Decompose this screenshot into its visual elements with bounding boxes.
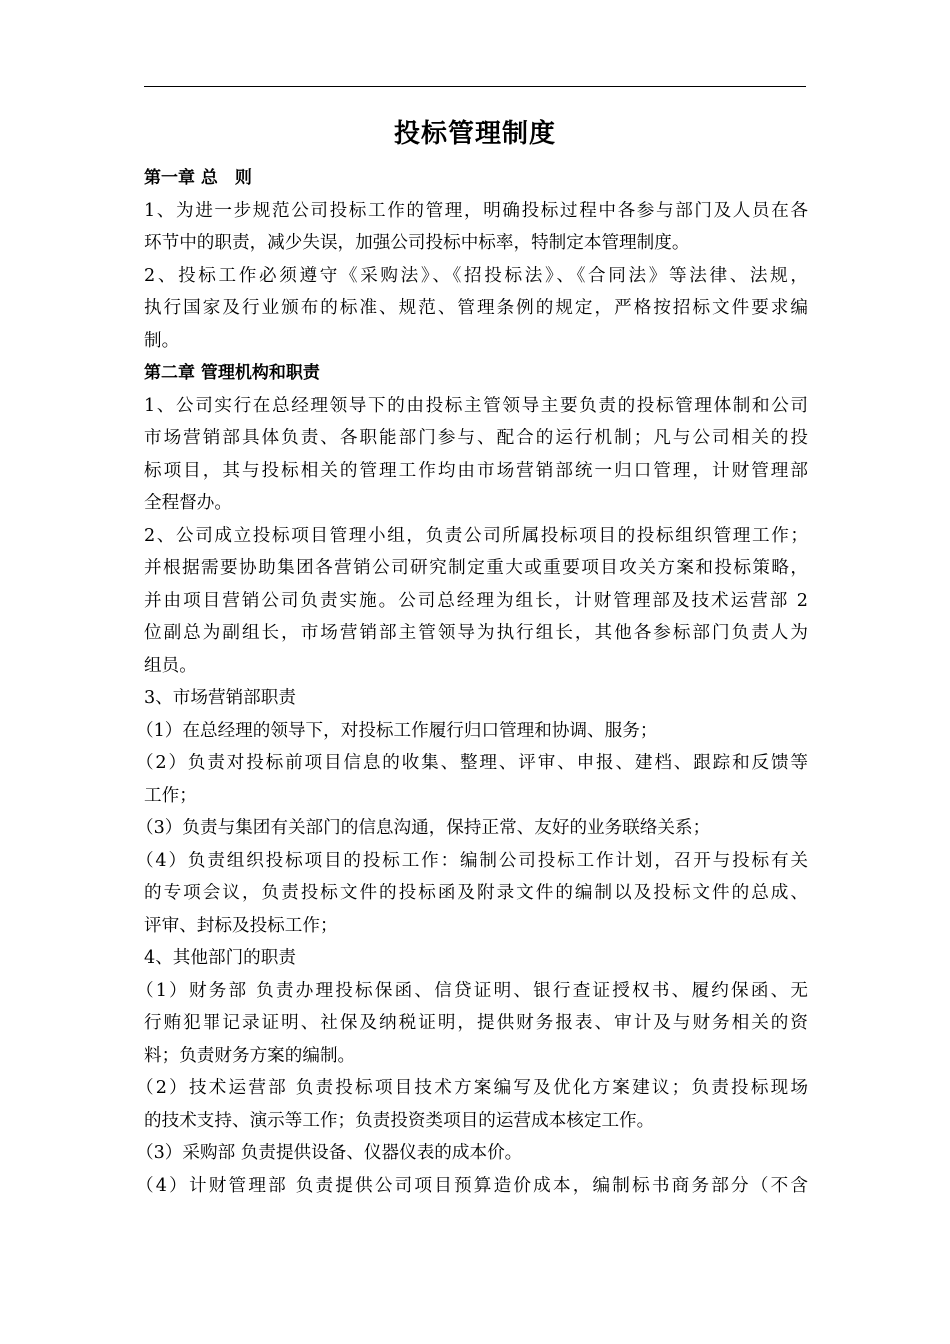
paragraph-line: 全程督办。 [144, 493, 232, 513]
chapter-heading: 第二章 管理机构和职责 [144, 363, 320, 383]
paragraph-line: （1）在总经理的领导下，对投标工作履行归口管理和协调、服务； [136, 720, 658, 741]
paragraph-line: 的专项会议，负责投标文件的投标函及附录文件的编制以及投标文件的总成、 [144, 883, 808, 903]
paragraph-line: 2、投标工作必须遵守《采购法》、《招投标法》、《合同法》等法律、法规， [144, 265, 808, 286]
paragraph-line: （4）计财管理部 负责提供公司项目预算造价成本，编制标书商务部分（不含 [136, 1175, 808, 1196]
paragraph-line: 组员。 [144, 655, 197, 676]
paragraph-line: 位副总为副组长，市场营销部主管领导为执行组长，其他各参标部门负责人为 [144, 623, 808, 643]
paragraph-line: （2）负责对投标前项目信息的收集、整理、评审、申报、建档、跟踪和反馈等 [136, 753, 808, 773]
paragraph-line: （3）采购部 负责提供设备、仪器仪表的成本价。 [136, 1143, 523, 1163]
document-body [136, 162, 808, 1202]
paragraph-line: （1）财务部 负责办理投标保函、信贷证明、银行查证授权书、履约保函、无 [136, 980, 808, 1001]
header-rule [144, 86, 806, 87]
paragraph-line: 制。 [144, 330, 180, 351]
paragraph-line: 并根据需要协助集团各营销公司研究制定重大或重要项目攻关方案和投标策略， [144, 558, 808, 578]
paragraph-line: 执行国家及行业颁布的标准、规范、管理条例的规定，严格按招标文件要求编 [144, 298, 808, 318]
paragraph-line: 4、其他部门的职责 [144, 948, 296, 968]
paragraph-line: 并由项目营销公司负责实施。公司总经理为组长，计财管理部及技术运营部 2 [144, 590, 808, 611]
paragraph-line: 的技术支持、演示等工作；负责投资类项目的运营成本核定工作。 [144, 1110, 655, 1131]
paragraph-line: 1、为进一步规范公司投标工作的管理，明确投标过程中各参与部门及人员在各 [144, 200, 808, 221]
paragraph-line: 工作； [144, 785, 197, 806]
paragraph-line: 评审、封标及投标工作； [144, 915, 338, 936]
paragraph-line: （4）负责组织投标项目的投标工作：编制公司投标工作计划，召开与投标有关 [136, 850, 808, 871]
paragraph-line: 环节中的职责，减少失误，加强公司投标中标率，特制定本管理制度。 [144, 233, 690, 253]
paragraph-line: （2）技术运营部 负责投标项目技术方案编写及优化方案建议；负责投标现场 [136, 1078, 808, 1098]
paragraph-line: 3、市场营销部职责 [144, 688, 296, 708]
paragraph-line: 1、公司实行在总经理领导下的由投标主管领导主要负责的投标管理体制和公司 [144, 395, 808, 416]
chapter-heading: 第一章 总 则 [144, 168, 252, 188]
paragraph-line: 行贿犯罪记录证明、社保及纳税证明，提供财务报表、审计及与财务相关的资 [144, 1013, 808, 1033]
paragraph-line: 市场营销部具体负责、各职能部门参与、配合的运行机制；凡与公司相关的投 [144, 428, 808, 448]
paragraph-line: 2、公司成立投标项目管理小组，负责公司所属投标项目的投标组织管理工作； [144, 525, 808, 546]
paragraph-line: 标项目，其与投标相关的管理工作均由市场营销部统一归口管理，计财管理部 [144, 460, 808, 481]
document-title: 投标管理制度 [393, 119, 556, 149]
paragraph-line: （3）负责与集团有关部门的信息沟通，保持正常、友好的业务联络关系； [136, 818, 711, 838]
paragraph-line: 料；负责财务方案的编制。 [144, 1045, 356, 1066]
